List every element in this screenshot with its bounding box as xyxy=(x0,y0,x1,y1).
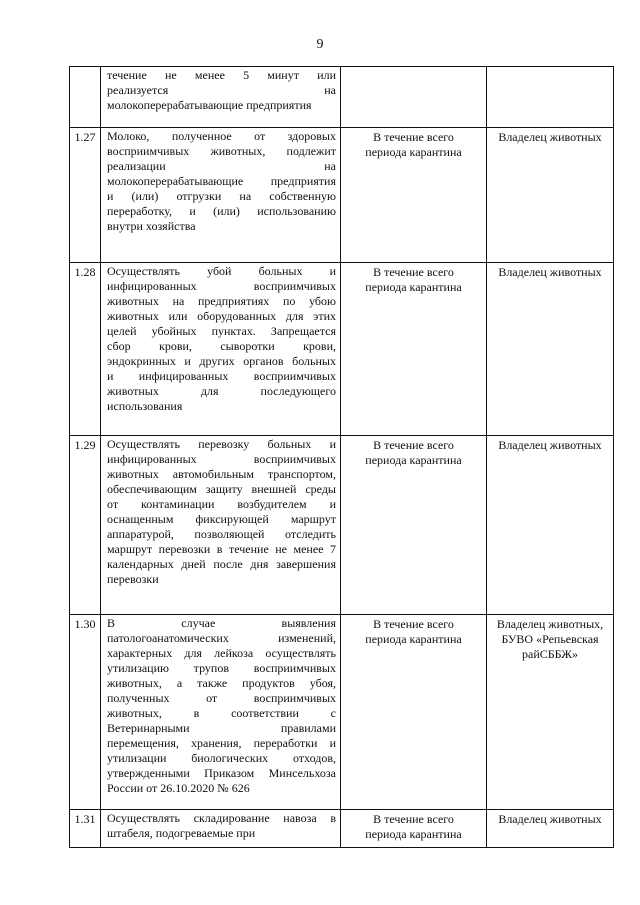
description-line: животных для последующего xyxy=(107,384,336,398)
description-line: инфицированных восприимчивых xyxy=(107,452,336,466)
responsible-party xyxy=(487,128,614,263)
table-row xyxy=(70,436,614,615)
row-number: 1.30 xyxy=(70,615,101,810)
description-line: животных, а также продуктов убоя, xyxy=(107,676,336,690)
measure-description xyxy=(101,67,341,128)
description-line: Молоко, полученное от здоровых xyxy=(107,129,336,143)
responsible-party xyxy=(487,436,614,615)
description-line: Осуществлять перевозку больных и xyxy=(107,437,336,451)
description-line: реализуется на xyxy=(107,83,336,97)
description-line: от контаминации возбудителем и xyxy=(107,497,336,511)
page-number: 9 xyxy=(316,37,324,52)
term-line: периода карантина xyxy=(365,280,462,294)
measure-term xyxy=(341,263,487,436)
description-line: перевозки xyxy=(107,572,159,586)
measure-description xyxy=(101,615,341,810)
measure-term xyxy=(341,810,487,848)
description-line: течение не менее 5 минут или xyxy=(107,68,336,82)
description-line: молокоперерабатывающие предприятия xyxy=(107,174,336,188)
responsible-line: Владелец животных xyxy=(498,265,602,279)
description-line: животных на предприятиях по убою xyxy=(107,294,336,308)
term-line: периода карантина xyxy=(365,145,462,159)
measure-description xyxy=(101,810,341,848)
row-number: 1.27 xyxy=(70,128,101,263)
description-line: утвержденными Приказом Минсельхоза xyxy=(107,766,336,780)
description-line: сбор крови, сыворотки крови, xyxy=(107,339,336,353)
term-line: В течение всего xyxy=(373,130,454,144)
description-line: животных, в соответствии с xyxy=(107,706,336,720)
row-number: 1.31 xyxy=(70,810,101,848)
description-line: животных или оборудованных для этих xyxy=(107,309,336,323)
term-line: В течение всего xyxy=(373,617,454,631)
measures-table xyxy=(69,66,614,848)
description-line: В случае выявления xyxy=(107,616,336,630)
responsible-line: Владелец животных xyxy=(498,130,602,144)
description-line: инфицированных восприимчивых xyxy=(107,279,336,293)
description-line: штабеля, подогреваемые при xyxy=(107,826,256,840)
description-line: оснащенным фиксирующей маршрут xyxy=(107,512,336,526)
description-line: перемещения, хранения, переработки и xyxy=(107,736,336,750)
description-line: и инфицированных восприимчивых xyxy=(107,369,336,383)
table-row xyxy=(70,128,614,263)
description-line: восприимчивых животных, подлежит xyxy=(107,144,336,158)
term-line: В течение всего xyxy=(373,265,454,279)
description-line: эндокринных и других органов больных xyxy=(107,354,336,368)
measure-term xyxy=(341,128,487,263)
term-line: периода карантина xyxy=(365,632,462,646)
measure-term xyxy=(341,67,487,128)
responsible-line: Владелец животных, xyxy=(496,617,604,631)
measure-term xyxy=(341,615,487,810)
description-line: животных автомобильным транспортом, xyxy=(107,467,336,481)
responsible-party xyxy=(487,67,614,128)
table-row xyxy=(70,810,614,848)
term-line: В течение всего xyxy=(373,812,454,826)
description-line: патологоанатомических изменений, xyxy=(107,631,336,645)
measure-term xyxy=(341,436,487,615)
description-line: внутри хозяйства xyxy=(107,219,196,233)
description-line: молокоперерабатывающие предприятия xyxy=(107,98,312,112)
description-line: утилизацию трупов восприимчивых xyxy=(107,661,336,675)
description-line: аппаратурой, позволяющей отследить xyxy=(107,527,336,541)
term-line: периода карантина xyxy=(365,453,462,467)
description-line: использования xyxy=(107,399,183,413)
description-line: полученных от восприимчивых xyxy=(107,691,336,705)
responsible-party xyxy=(487,263,614,436)
measure-description xyxy=(101,263,341,436)
responsible-line: БУВО «Репьевская xyxy=(501,632,599,646)
responsible-line: Владелец животных xyxy=(498,812,602,826)
responsible-party xyxy=(487,615,614,810)
responsible-line: Владелец животных xyxy=(498,438,602,452)
table-row xyxy=(70,615,614,810)
measure-description xyxy=(101,128,341,263)
table-row xyxy=(70,263,614,436)
row-number xyxy=(70,67,101,128)
description-line: реализации на xyxy=(107,159,336,173)
description-line: России от 26.10.2020 № 626 xyxy=(107,781,250,795)
description-line: целей убойных пунктах. Запрещается xyxy=(107,324,336,338)
description-line: маршрут перевозки в течение не менее 7 xyxy=(107,542,336,556)
measure-description xyxy=(101,436,341,615)
description-line: календарных дней после дня завершения xyxy=(107,557,336,571)
description-line: обеспечивающим защиту внешней среды xyxy=(107,482,336,496)
description-line: Осуществлять убой больных и xyxy=(107,264,336,278)
responsible-line: райСББЖ» xyxy=(522,647,578,661)
description-line: утилизации биологических отходов, xyxy=(107,751,336,765)
row-number: 1.29 xyxy=(70,436,101,615)
description-line: переработку, и (или) использованию xyxy=(107,204,336,218)
description-line: Ветеринарными правилами xyxy=(107,721,336,735)
row-number: 1.28 xyxy=(70,263,101,436)
term-line: периода карантина xyxy=(365,827,462,841)
description-line: характерных для лейкоза осуществлять xyxy=(107,646,336,660)
description-line: Осуществлять складирование навоза в xyxy=(107,811,336,825)
description-line: и (или) отгрузки на собственную xyxy=(107,189,336,203)
term-line: В течение всего xyxy=(373,438,454,452)
responsible-party xyxy=(487,810,614,848)
table-row xyxy=(70,67,614,128)
